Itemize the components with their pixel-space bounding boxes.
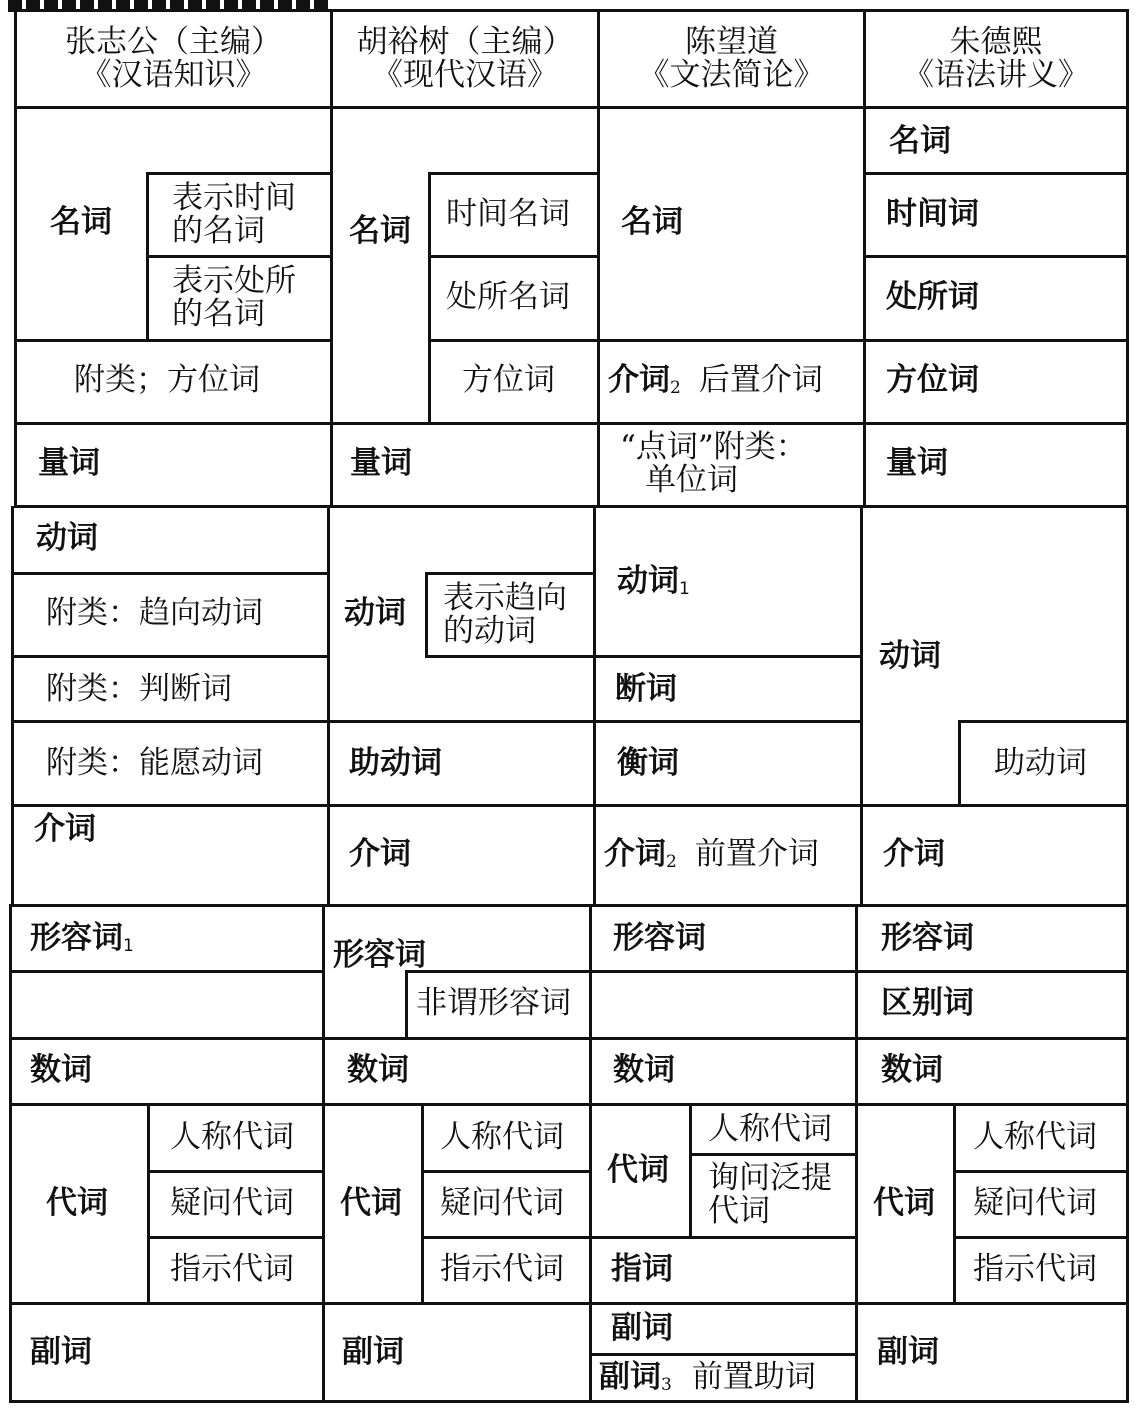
col1-noun: 名词 [50,204,112,240]
col3-demonstrative: 指词 [611,1251,673,1287]
col4-distinguishing-word: 区别词 [881,985,974,1021]
cell-divider [589,970,857,973]
cell-divider [958,720,1128,723]
column-divider [322,906,325,1403]
row-divider [14,505,1128,508]
cell-divider [425,655,595,658]
col4-pronoun: 代词 [873,1185,935,1221]
col1-appendix-locative: 附类；方位词 [74,362,260,398]
col4-personal-pronoun: 人称代词 [973,1119,1097,1155]
col1-adjective: 形容词$_1$ [30,920,134,956]
row-divider [9,904,1128,907]
col2-demonstrative-pronoun: 指示代词 [440,1251,564,1287]
col4-measure: 量词 [886,445,948,481]
cell-divider [953,1105,956,1304]
cell-divider [147,1236,325,1239]
column-divider [589,906,592,1403]
col1-appendix-modal: 附类：能愿动词 [46,745,263,781]
header-author-2: 胡裕树（主编） [356,24,574,60]
cell-divider [11,572,329,575]
col2-preposition: 介词 [349,836,411,872]
cell-divider [11,655,329,658]
header-book-3: 《文法简论》 [638,57,825,93]
col2-measure: 量词 [350,445,412,481]
col1-place-noun-line2: 的名词 [172,296,265,332]
cell-divider [428,172,431,424]
cell-divider [593,655,862,658]
cell-divider [405,970,408,1039]
cell-divider [428,172,599,175]
col3-interrogative-pronoun-line1: 询问泛提 [708,1160,832,1196]
col1-preposition: 介词 [34,811,96,847]
cell-divider [421,1105,424,1304]
col3-pre-auxiliary: 副词$_3$ 前置助词 [599,1359,816,1395]
col3-adverb: 副词 [611,1310,673,1346]
col3-copula: 衡词 [617,745,679,781]
cell-divider [953,1170,1128,1173]
header-book-4: 《语法讲义》 [903,57,1089,93]
cell-divider [425,572,595,575]
col2-place-noun: 处所名词 [446,279,570,315]
cell-divider [147,1105,150,1304]
col1-time-noun-line2: 的名词 [172,213,265,249]
col3-measure-line2: 单位词 [645,462,738,498]
cell-divider [689,1153,857,1156]
col1-pronoun: 代词 [46,1185,108,1221]
col4-verb: 动词 [879,638,941,674]
col2-personal-pronoun: 人称代词 [440,1119,564,1155]
col1-adverb: 副词 [30,1334,92,1370]
col2-verb: 动词 [344,595,406,631]
header-author-4: 朱德熙 [949,24,1043,60]
col4-adverb: 副词 [877,1334,939,1370]
cell-divider [597,339,865,342]
col3-numeral: 数词 [613,1052,675,1088]
col3-verb: 动词$_1$ [617,563,690,599]
cell-divider [421,1170,591,1173]
cell-divider [689,1105,692,1238]
table-border [9,1400,1128,1403]
col3-postposition: 介词$_2$ 后置介词 [608,362,823,398]
col4-adjective: 形容词 [881,920,974,956]
col4-numeral: 数词 [881,1052,943,1088]
col1-numeral: 数词 [30,1052,92,1088]
cell-divider [405,970,591,973]
header-book-1: 《汉语知识》 [80,57,267,93]
cell-divider [146,255,332,258]
col2-directional-verb-line2: 的动词 [443,613,536,649]
cell-divider [857,970,1128,973]
cell-divider [863,339,1128,342]
col3-pronoun: 代词 [607,1152,669,1188]
cell-divider [11,720,329,723]
row-divider [9,1302,1128,1305]
col3-preposition: 介词$_2$ 前置介词 [604,836,819,872]
col2-numeral: 数词 [347,1052,409,1088]
col1-place-noun-line1: 表示处所 [172,263,296,299]
col1-measure: 量词 [38,445,100,481]
col4-interrogative-pronoun: 疑问代词 [973,1185,1097,1221]
column-divider [860,506,863,906]
col2-time-noun: 时间名词 [446,196,570,232]
col3-adjective: 形容词 [613,920,706,956]
col2-aux-verb: 助动词 [349,745,442,781]
col4-noun: 名词 [889,123,951,159]
cell-divider [863,172,1128,175]
cell-divider [14,339,332,342]
column-divider [593,506,596,906]
col1-appendix-judgement: 附类：判断词 [46,671,232,707]
cell-divider [9,970,325,973]
cell-divider [428,255,599,258]
col4-time-word: 时间词 [886,196,979,232]
table-border [11,506,14,906]
col3-judgement: 断词 [615,671,677,707]
column-divider [327,506,330,906]
row-divider [14,422,1128,425]
cell-divider [147,1170,325,1173]
col2-locative: 方位词 [462,362,555,398]
table-border [9,906,12,1403]
cell-divider [425,572,428,657]
col1-appendix-directional: 附类：趋向动词 [46,595,263,631]
col2-pronoun: 代词 [340,1185,402,1221]
col2-noun: 名词 [349,213,411,249]
col4-preposition: 介词 [883,836,945,872]
row-divider [9,1037,1128,1040]
col4-locative: 方位词 [886,362,979,398]
cell-divider [589,1353,857,1356]
col4-demonstrative-pronoun: 指示代词 [973,1251,1097,1287]
col2-directional-verb-line1: 表示趋向 [443,580,567,616]
cell-divider [953,1236,1128,1239]
col1-verb: 动词 [36,520,98,556]
header-book-2: 《现代汉语》 [372,57,558,93]
col1-personal-pronoun: 人称代词 [170,1119,294,1155]
header-author-1: 张志公（主编） [65,24,282,60]
col4-aux-verb: 助动词 [994,745,1087,781]
col2-adverb: 副词 [342,1334,404,1370]
cell-divider [593,720,862,723]
header-author-3: 陈望道 [685,24,778,60]
row-divider [9,1103,1128,1106]
cell-divider [421,1236,591,1239]
cell-divider [327,720,595,723]
col2-non-predicate-adjective: 非谓形容词 [416,985,571,1021]
table-border [14,9,1128,12]
cell-divider [589,1236,857,1239]
cell-divider [863,255,1128,258]
col4-place-word: 处所词 [886,279,979,315]
col2-interrogative-pronoun: 疑问代词 [440,1185,564,1221]
col3-interrogative-pronoun-line2: 代词 [708,1193,770,1229]
col2-adjective: 形容词 [333,937,426,973]
cell-divider [428,339,599,342]
cell-divider [146,172,332,175]
col1-demonstrative-pronoun: 指示代词 [170,1251,294,1287]
col1-interrogative-pronoun: 疑问代词 [170,1185,294,1221]
row-divider [14,106,1128,109]
col3-measure-line1: “点词”附类： [620,429,807,465]
col3-personal-pronoun: 人称代词 [708,1111,832,1147]
cell-divider [958,720,961,806]
col3-noun: 名词 [621,204,683,240]
col1-time-noun-line1: 表示时间 [172,180,296,216]
table-border [1126,9,1129,1403]
